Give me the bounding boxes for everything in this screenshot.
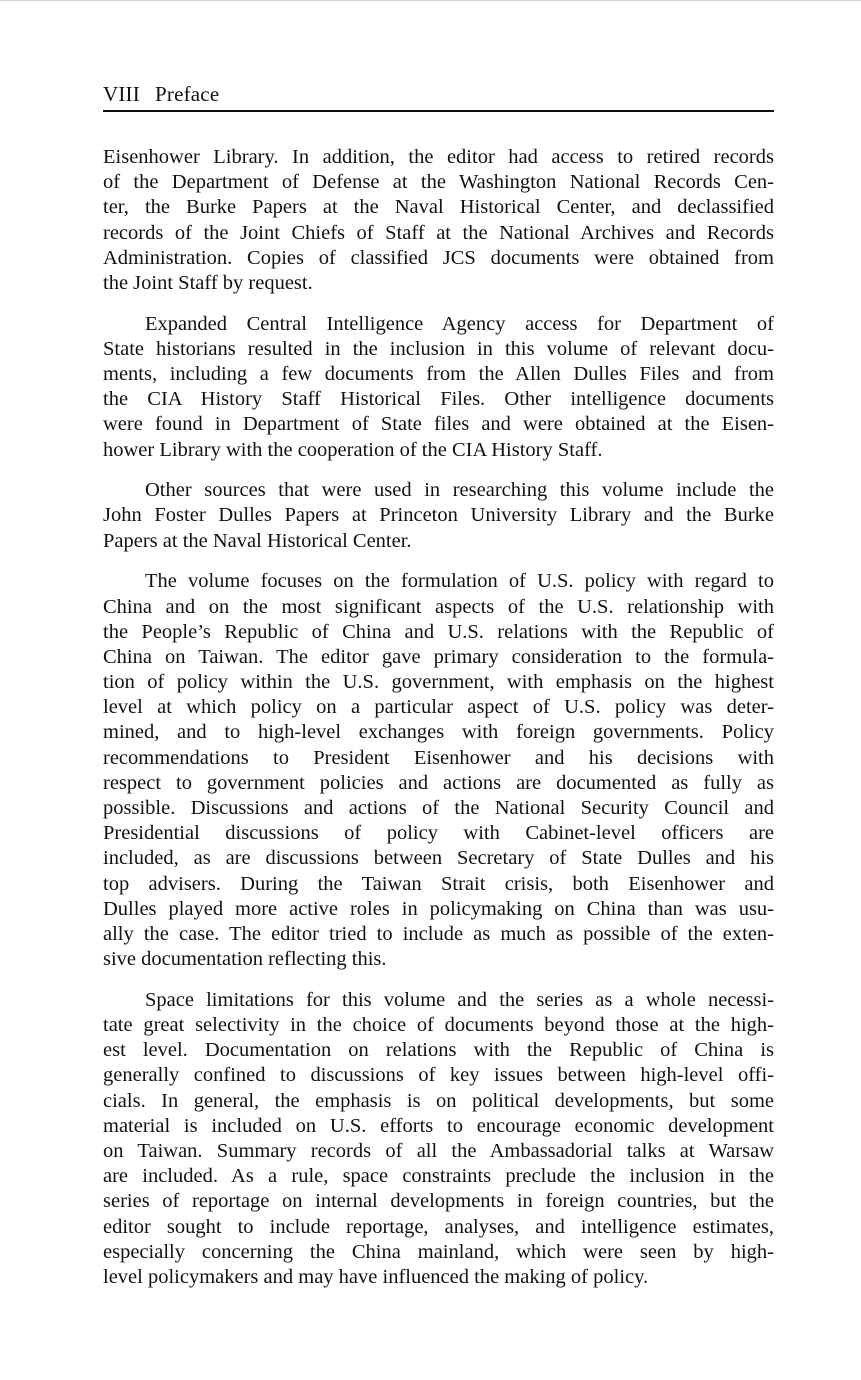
text-line: recommendations to President Eisenhower and his decisions with	[103, 746, 774, 769]
paragraph	[103, 478, 774, 554]
text-line: Papers at the Naval Historical Center.	[103, 529, 412, 552]
running-header	[103, 78, 774, 112]
page-number: VIII	[103, 82, 140, 106]
text-line: top advisers. During the Taiwan Strait crisis, both Eisenhower and	[103, 872, 774, 895]
text-line: editor sought to include reportage, analyses, and intelligence estimates,	[103, 1215, 774, 1238]
text-line: Presidential discussions of policy with Cabinet-level officers are	[103, 822, 774, 845]
text-line: Expanded Central Intelligence Agency access for Department of	[145, 312, 774, 335]
text-line: ments, including a few documents from the Allen Dulles Files and from	[103, 363, 774, 385]
text-line: hower Library with the cooperation of the CIA History Staff.	[103, 438, 603, 461]
text-line: the Joint Staff by request.	[103, 271, 313, 294]
text-line: sive documentation reflecting this.	[103, 948, 387, 971]
paragraph	[103, 569, 774, 972]
text-line: John Foster Dulles Papers at Princeton University Library and the Burke	[103, 504, 774, 527]
text-line: Space limitations for this volume and the series as a whole necessi-	[145, 988, 774, 1011]
text-line: ally the case. The editor tried to include as much as possible of the exten-	[103, 922, 774, 945]
text-line: est level. Documentation on relations with the Republic of China is	[103, 1039, 774, 1062]
text-line: the CIA History Staff Historical Files. Other intelligence documents	[103, 388, 774, 411]
text-line: tate great selectivity in the choice of documents beyond those at the high-	[103, 1014, 774, 1036]
text-line: China on Taiwan. The editor gave primary consideration to the formula-	[103, 645, 774, 668]
text-line: Administration. Copies of classified JCS documents were obtained from	[103, 246, 774, 269]
text-line: level at which policy on a particular aspect of U.S. policy was deter-	[103, 696, 774, 719]
text-line: included, as are discussions between Secretary of State Dulles and his	[103, 847, 774, 870]
text-line: series of reportage on internal developments in foreign countries, but the	[103, 1190, 774, 1213]
running-title: Preface	[155, 82, 220, 106]
paragraph	[103, 145, 774, 296]
text-line: of the Department of Defense at the Washington National Records Cen-	[103, 171, 774, 194]
text-line: Eisenhower Library. In addition, the editor had access to retired records	[103, 146, 774, 168]
text-line: on Taiwan. Summary records of all the Ambassadorial talks at Warsaw	[103, 1139, 774, 1162]
text-line: The volume focuses on the formulation of U.S. policy with regard to	[145, 570, 774, 593]
text-line: are included. As a rule, space constraints preclude the inclusion in the	[103, 1165, 774, 1188]
text-line: cials. In general, the emphasis is on political developments, but some	[103, 1089, 774, 1112]
page-top-edge	[0, 0, 861, 1]
text-line: State historians resulted in the inclusion in this volume of relevant docu-	[103, 337, 774, 360]
text-line: ter, the Burke Papers at the Naval Historical Center, and declassified	[103, 196, 774, 219]
text-line: the People’s Republic of China and U.S. relations with the Republic of	[103, 620, 774, 643]
text-line: level policymakers and may have influenced the making of policy.	[103, 1265, 649, 1288]
text-line: material is included on U.S. efforts to encourage economic development	[103, 1114, 774, 1137]
text-line: Other sources that were used in researching this volume include the	[145, 479, 774, 502]
text-line: records of the Joint Chiefs of Staff at the National Archives and Records	[103, 221, 774, 244]
paragraph	[103, 312, 774, 463]
text-line: Dulles played more active roles in policymaking on China than was usu-	[103, 897, 774, 920]
text-line: mined, and to high-level exchanges with foreign governments. Policy	[103, 721, 774, 744]
text-line: possible. Discussions and actions of the National Security Council and	[103, 797, 774, 819]
text-line: especially concerning the China mainland, which were seen by high-	[103, 1240, 774, 1263]
text-line: respect to government policies and actions are documented as fully as	[103, 771, 774, 794]
paragraph	[103, 988, 774, 1290]
body-text	[103, 145, 774, 1306]
text-line: China and on the most significant aspects of the U.S. relationship with	[103, 595, 774, 618]
text-line: tion of policy within the U.S. government, with emphasis on the highest	[103, 671, 774, 694]
text-line: generally confined to discussions of key issues between high-level offi-	[103, 1064, 774, 1087]
text-line: were found in Department of State files and were obtained at the Eisen-	[103, 413, 774, 436]
